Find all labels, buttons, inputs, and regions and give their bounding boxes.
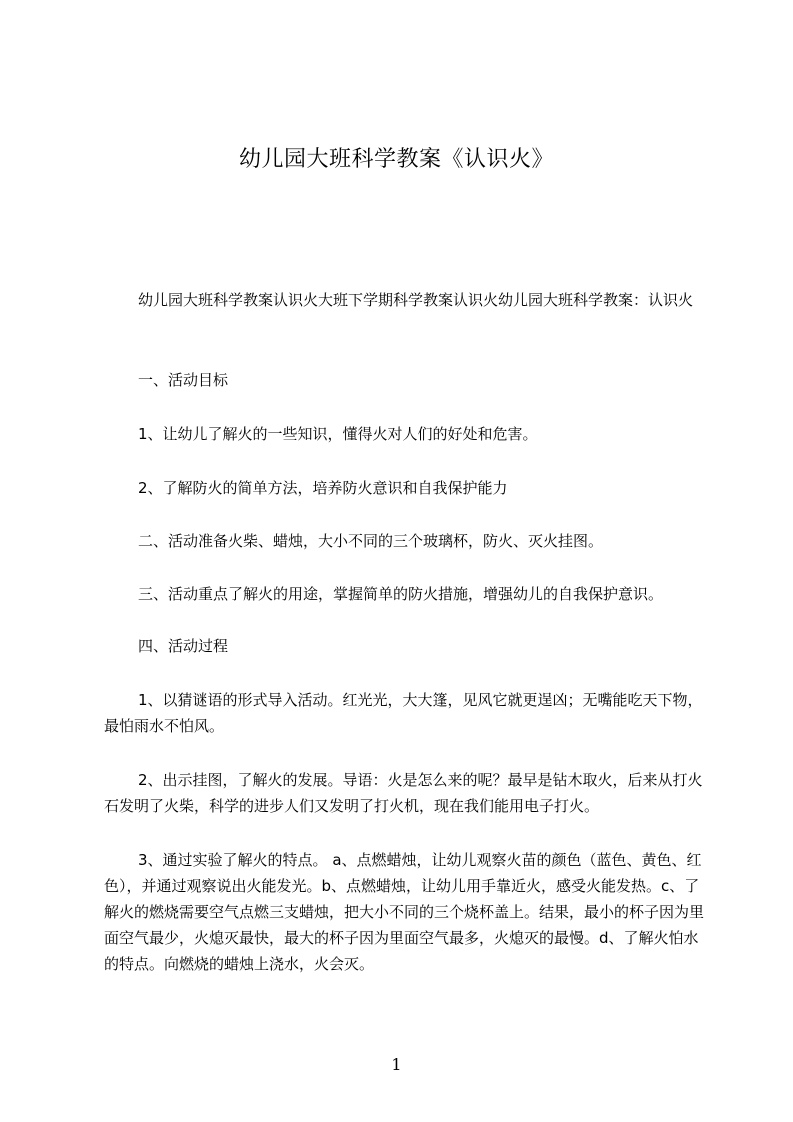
section-preparation: 二、活动准备火柴、蜡烛，大小不同的三个玻璃杯，防火、灭火挂图。 <box>138 532 604 550</box>
section-heading-goals: 一、活动目标 <box>138 371 229 389</box>
process-step-3: 3、通过实验了解火的特点。 a、点燃蜡烛，让幼儿观察火苗的颜色（蓝色、黄色、红色），并通过观察说出火能发光。b、点燃蜡烛，让幼儿用手靠近火，感受火能发热。c、了解火的燃烧需要空气点燃三支蜡烛，把大小不同的三个烧杯盖上。结果，最小的杯子因为里面空气最少，火熄灭最快，最大的杯子因为里面空气最多，火熄灭的最慢。d、了解火怕水的特点。向燃烧的蜡烛上浇水，火会灭。 <box>104 851 705 973</box>
section-key-points: 三、活动重点了解火的用途，掌握简单的防火措施，增强幼儿的自我保护意识。 <box>138 585 664 603</box>
page-number: 1 <box>391 1055 402 1074</box>
goal-item-2: 2、了解防火的简单方法，培养防火意识和自我保护能力 <box>138 479 508 497</box>
intro-paragraph: 幼儿园大班科学教案认识火大班下学期科学教案认识火幼儿园大班科学教案：认识火 <box>138 291 694 309</box>
goal-item-1: 1、让幼儿了解火的一些知识，懂得火对人们的好处和危害。 <box>138 425 538 443</box>
document-title: 幼儿园大班科学教案《认识火》 <box>238 147 554 172</box>
process-step-1: 1、以猜谜语的形式导入活动。红光光，大大篷，见风它就更逞凶；无嘴能吃天下物，最怕雨水不怕风。 <box>104 691 703 735</box>
process-step-2: 2、出示挂图，了解火的发展。导语：火是怎么来的呢？最早是钻木取火，后来从打火石发明了火柴，科学的进步人们又发明了打火机，现在我们能用电子打火。 <box>104 771 703 815</box>
section-heading-process: 四、活动过程 <box>138 637 229 655</box>
